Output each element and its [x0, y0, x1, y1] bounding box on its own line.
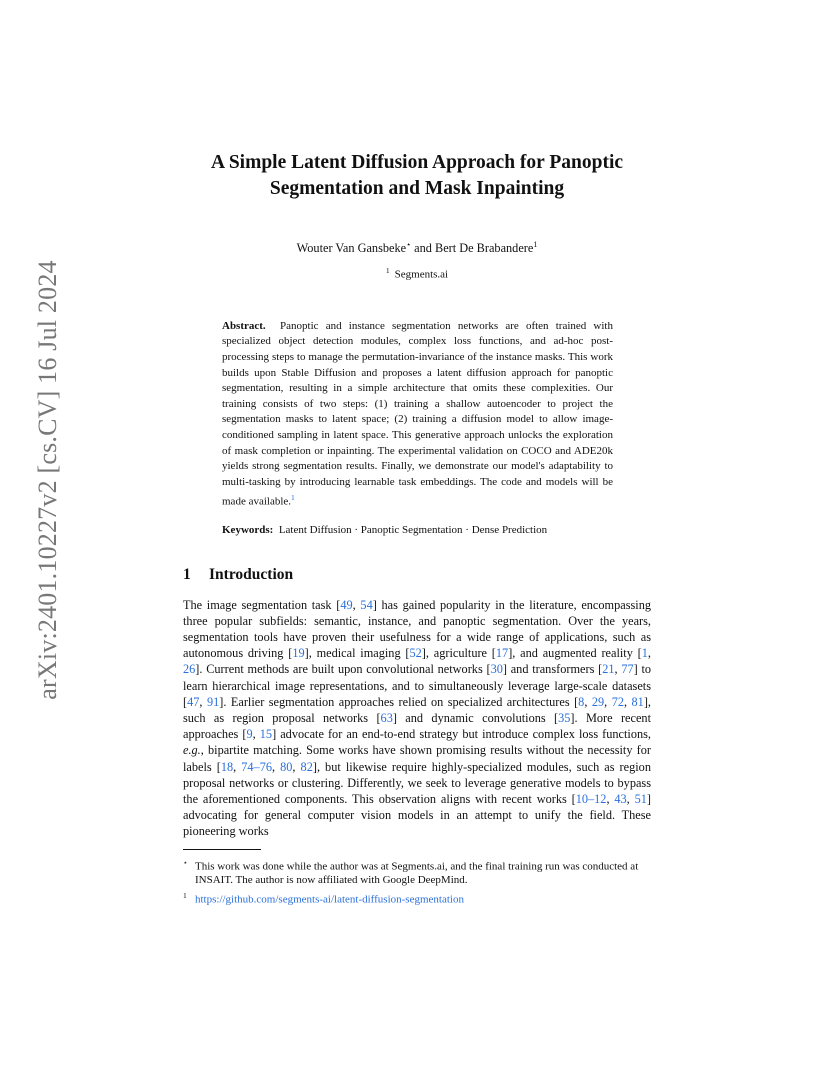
intro-text: ,	[626, 791, 635, 806]
citation-link[interactable]: 81	[631, 694, 644, 709]
intro-text: ,	[233, 759, 242, 774]
intro-text: ], such as region proposal networks [	[183, 694, 651, 725]
footnote-divider	[183, 849, 261, 850]
section-number: 1	[183, 565, 191, 583]
citation-link[interactable]: 18	[220, 759, 234, 774]
footnote-1-text: This work was done while the author was at Segments.ai, and the final training run was conducted at INSAIT. The author is now affiliated with Google DeepMind.	[195, 860, 639, 887]
affiliation-mark: 1	[385, 266, 390, 276]
intro-text: ,	[272, 759, 281, 774]
intro-text: ,	[604, 694, 612, 709]
abstract-footnote-ref[interactable]: 1	[291, 493, 295, 503]
citation-link[interactable]: 82	[300, 759, 313, 774]
intro-text: ,	[292, 759, 301, 774]
intro-text: ]. Current methods are built upon convolutional networks [	[195, 662, 491, 677]
author-1-mark: ⋆	[406, 240, 412, 249]
citation-link[interactable]: 19	[292, 646, 305, 661]
intro-text: ,	[584, 694, 592, 709]
footnote-1	[183, 856, 651, 888]
intro-text: ] to learn hierarchical image representations, and to simultaneously leverage large-scale datasets [	[183, 662, 652, 709]
intro-text: ,	[623, 694, 632, 709]
intro-text: ], and augmented reality [	[508, 646, 642, 661]
intro-text: , bipartite matching. Some works have shown promising results without the necessity for labels [	[183, 743, 651, 774]
affiliation	[183, 266, 651, 281]
author-separator: and	[411, 241, 436, 256]
keywords-label: Keywords:	[222, 523, 274, 536]
paper-title	[183, 150, 651, 202]
citation-link[interactable]: 51	[634, 791, 647, 806]
intro-text: ,	[352, 597, 361, 612]
citation-link[interactable]: 1	[641, 646, 648, 661]
intro-text: ] has gained popularity in the literature, encompassing three popular subfields: semantic, instance, and panoptic segmentation. Over the years, segmentation tools have proven their usefulness for a wide range of applications, such as autonomous driving [	[183, 597, 651, 661]
intro-text: The image segmentation task [	[183, 597, 341, 612]
intro-text: ] advocate for an end-to-end strategy but introduce complex loss functions,	[272, 727, 652, 742]
author-1: Wouter Van Gansbeke	[296, 241, 407, 256]
citation-link[interactable]: 47	[187, 694, 200, 709]
abstract	[222, 319, 613, 511]
intro-paragraph	[183, 597, 651, 840]
citation-link[interactable]: 49	[340, 597, 353, 612]
intro-text: ] and dynamic convolutions [	[392, 710, 559, 725]
citation-link[interactable]: 26	[183, 662, 196, 677]
paper-page	[183, 150, 651, 907]
title-line-2: Segmentation and Mask Inpainting	[269, 178, 565, 199]
citation-link[interactable]: 43	[614, 791, 627, 806]
footnote-2-mark: 1	[183, 891, 187, 901]
citation-link[interactable]: 15	[259, 727, 273, 742]
intro-text: ,	[606, 791, 615, 806]
section-title: Introduction	[209, 565, 294, 583]
intro-text: ]. More recent approaches [	[183, 710, 651, 742]
section-heading	[183, 566, 651, 584]
intro-text: ], agriculture [	[421, 646, 496, 661]
citation-link[interactable]: 35	[558, 710, 571, 725]
intro-text: ,	[647, 646, 651, 661]
citation-link[interactable]: 21	[602, 662, 615, 677]
citation-link[interactable]: 72	[611, 694, 624, 709]
footnote-1-mark: ⋆	[183, 857, 188, 867]
keywords-text: Latent Diffusion · Panoptic Segmentation · Dense Prediction	[278, 523, 548, 536]
citation-link[interactable]: 29	[591, 694, 605, 709]
footnote-2	[183, 889, 651, 907]
footnote-2-url-link[interactable]: https://github.com/segments-ai/latent-diffusion-segmentation	[195, 893, 464, 906]
citation-link[interactable]: 91	[206, 694, 220, 709]
citation-link[interactable]: 9	[246, 727, 253, 742]
intro-italic-eg: e.g.	[183, 743, 201, 758]
citation-link[interactable]: 63	[380, 710, 393, 725]
citation-link[interactable]: 17	[495, 646, 509, 661]
citation-link[interactable]: 54	[360, 597, 373, 612]
intro-text: ]. Earlier segmentation approaches relied on specialized architectures [	[219, 694, 579, 709]
keywords	[222, 523, 613, 538]
arxiv-identifier-stamp: arXiv:2401.10227v2 [cs.CV] 16 Jul 2024	[33, 260, 62, 700]
citation-link[interactable]: 10–12	[575, 791, 607, 806]
author-list	[183, 240, 651, 256]
intro-text: ,	[614, 662, 622, 677]
citation-link[interactable]: 74–76	[241, 759, 272, 774]
intro-text: ,	[199, 694, 207, 709]
abstract-label: Abstract.	[222, 319, 266, 332]
affiliation-name: Segments.ai	[394, 268, 449, 281]
intro-text: ], medical imaging [	[304, 646, 410, 661]
abstract-text: Panoptic and instance segmentation networks are often trained with specialized object detection modules, complex loss functions, and ad-hoc post-processing steps to manage the permutation-invariance of the instance masks. This work builds upon Stable Diffusion and proposes a latent diffusion approach for panoptic segmentation, resulting in a simple architecture that omits these complexities. Our training consists of two steps: (1) training a shallow autoencoder to project the segmentation masks to latent space; (2) training a diffusion model to allow image-conditioned sampling in latent space. This generative approach unlocks the exploration of mask completion or inpainting. The experimental validation on COCO and ADE20k yields strong segmentation results. Finally, we demonstrate our model's adaptability to multi-tasking by introducing learnable task embeddings. The code and models will be made available.	[222, 319, 613, 508]
title-line-1: A Simple Latent Diffusion Approach for Panoptic	[210, 152, 624, 173]
citation-link[interactable]: 77	[621, 662, 634, 677]
citation-link[interactable]: 8	[578, 694, 585, 709]
citation-link[interactable]: 80	[280, 759, 293, 774]
intro-text: ] and transformers [	[502, 662, 603, 677]
intro-text: ,	[252, 727, 260, 742]
citation-link[interactable]: 52	[409, 646, 422, 661]
author-2: Bert De Brabandere	[435, 241, 534, 256]
author-2-mark: 1	[533, 240, 538, 249]
intro-text: ] advocating for general computer vision models in an attempt to unify the field. These pioneering works	[183, 791, 651, 839]
intro-text: ], but likewise require highly-specialized modules, such as region proposal networks or clustering. Differently, we seek to leverage generative models to bypass the aforementioned components. This observation aligns with recent works [	[183, 759, 651, 806]
citation-link[interactable]: 30	[490, 662, 503, 677]
